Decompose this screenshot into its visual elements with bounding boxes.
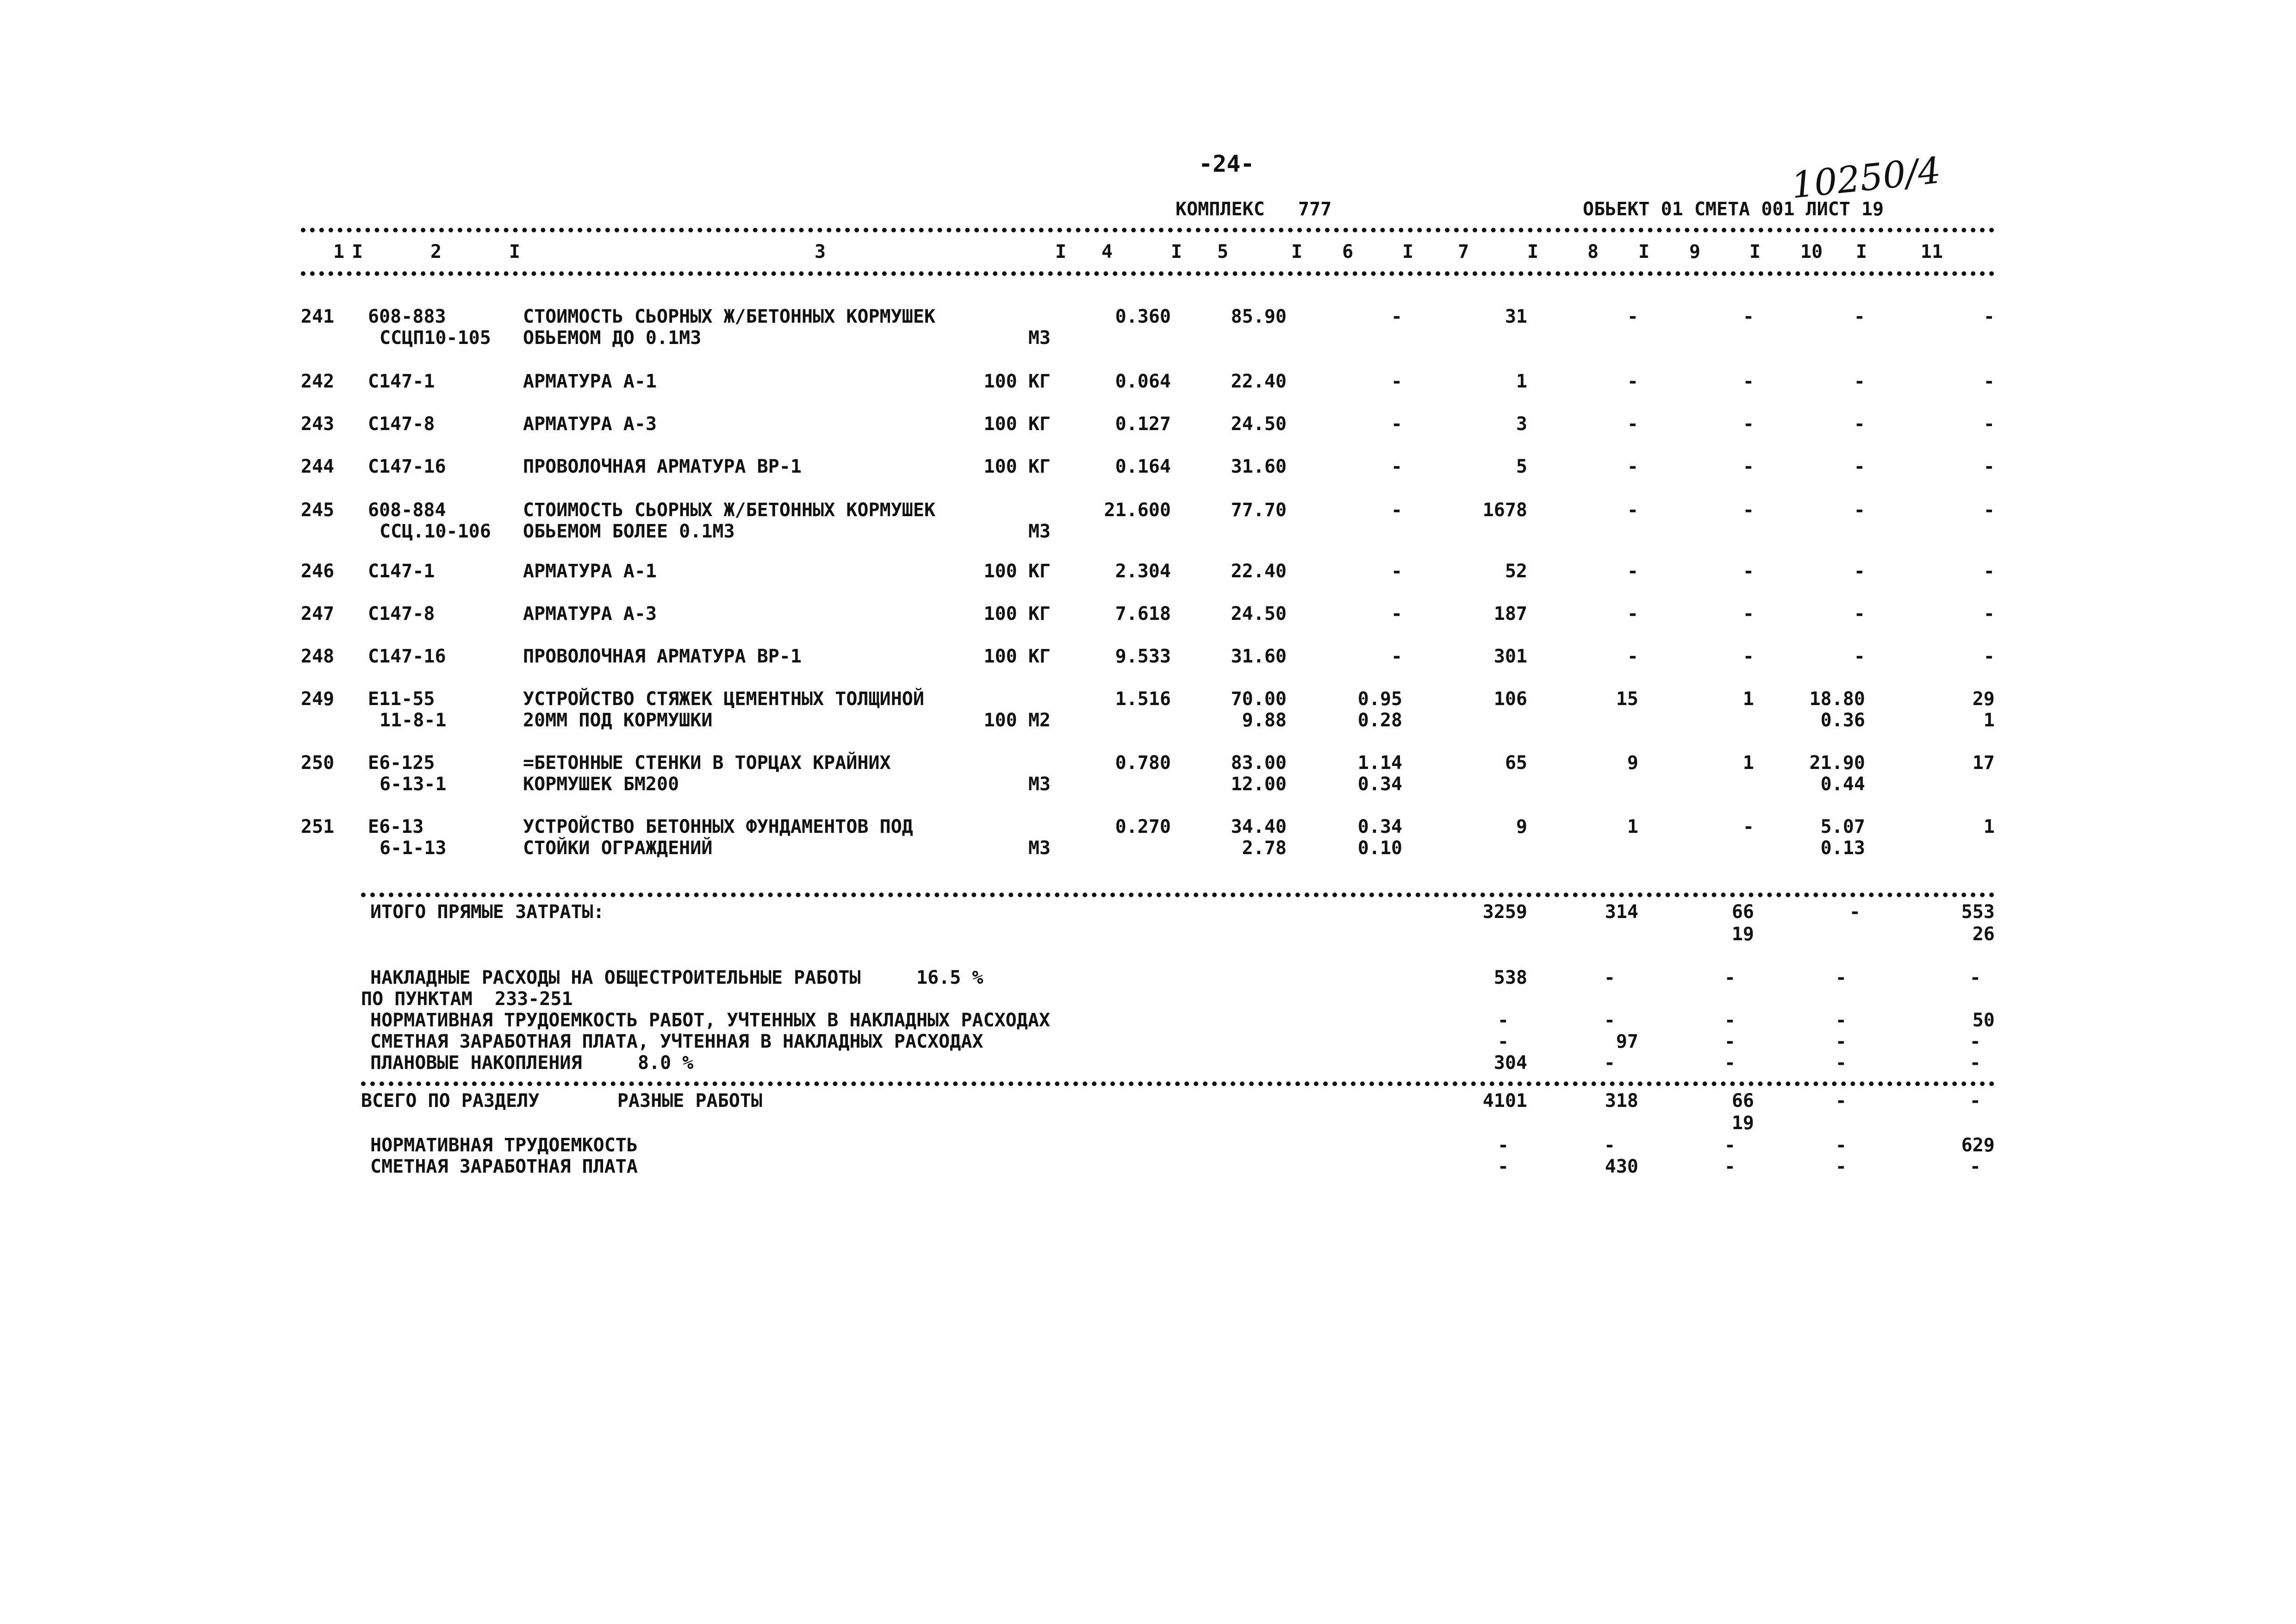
planned-label: ПЛАНОВЫЕ НАКОПЛЕНИЯ 8.0 % [370, 1052, 694, 1074]
column-header-9: 9 [1689, 241, 1701, 262]
row-col10: - [1854, 456, 1865, 477]
row-code: С147-16 [368, 646, 446, 667]
row-unit: М3 [1028, 837, 1051, 859]
section-rule [361, 1081, 1995, 1086]
row-col4: 7.618 [1115, 603, 1171, 625]
salary-c9: - [1724, 1031, 1736, 1052]
row-number: 241 [301, 306, 335, 327]
row-col7: 1 [1516, 371, 1527, 392]
section-c9: 66 [1731, 1090, 1754, 1112]
row-col11: - [1983, 561, 1995, 582]
column-separator: I [1291, 241, 1303, 262]
overhead-c10: - [1835, 967, 1847, 988]
row-name: УСТРОЙСТВО СТЯЖЕК ЦЕМЕНТНЫХ ТОЛЩИНОЙ [523, 688, 924, 710]
row-col6: - [1391, 456, 1402, 477]
row-col10: 21.90 [1809, 752, 1865, 774]
row-col9: - [1742, 456, 1754, 477]
row-col6-secondary: 0.10 [1357, 837, 1402, 859]
planned-c8: - [1604, 1052, 1615, 1074]
section-salary-label: СМЕТНАЯ ЗАРАБОТНАЯ ПЛАТА [370, 1156, 638, 1177]
row-number: 245 [301, 500, 335, 521]
row-col5: 77.70 [1231, 500, 1287, 521]
row-col11-secondary: 1 [1983, 710, 1995, 731]
row-col7: 52 [1505, 561, 1527, 582]
row-name: СТОИМОСТЬ СЬОРНЫХ Ж/БЕТОННЫХ КОРМУШЕК [523, 306, 936, 327]
direct-c7: 3259 [1482, 901, 1527, 923]
row-col5: 24.50 [1231, 603, 1287, 625]
overhead-c8: - [1604, 967, 1615, 988]
norm-labor-c8: - [1604, 1010, 1615, 1031]
by-items-label: ПО ПУНКТАМ 233-251 [361, 988, 573, 1010]
row-unit: 100 КГ [983, 413, 1051, 435]
row-col9: - [1742, 413, 1754, 435]
row-col10: - [1854, 561, 1865, 582]
row-name: ПРОВОЛОЧНАЯ АРМАТУРА ВР-1 [523, 646, 802, 667]
row-unit: М3 [1028, 774, 1051, 795]
row-col7: 65 [1505, 752, 1527, 774]
row-col9: - [1742, 371, 1754, 392]
row-col9: - [1742, 603, 1754, 625]
row-col7: 3 [1516, 413, 1527, 435]
row-code: С147-8 [368, 603, 435, 625]
section-c9b: 19 [1731, 1112, 1754, 1134]
row-col5: 83.00 [1231, 752, 1287, 774]
row-col10: - [1854, 306, 1865, 327]
row-name: СТОИМОСТЬ СЬОРНЫХ Ж/БЕТОННЫХ КОРМУШЕК [523, 500, 936, 521]
section-c11: - [1969, 1090, 1981, 1112]
row-col5-secondary: 2.78 [1242, 837, 1287, 859]
norm-labor-label: НОРМАТИВНАЯ ТРУДОЕМКОСТЬ РАБОТ, УЧТЕННЫХ В НАКЛАДНЫХ РАСХОДАХ [370, 1010, 1051, 1031]
row-code: 608-883 [368, 306, 446, 327]
row-code: С147-16 [368, 456, 446, 477]
row-code-secondary: ССЦ.10-106 [380, 521, 491, 542]
row-name-secondary: 20ММ ПОД КОРМУШКИ [523, 710, 713, 731]
direct-c9: 66 [1731, 901, 1754, 923]
row-col6: - [1391, 561, 1402, 582]
row-col9: 1 [1742, 752, 1754, 774]
row-code-secondary: 6-1-13 [380, 837, 447, 859]
row-col5-secondary: 9.88 [1242, 710, 1287, 731]
section-labor-c7: - [1497, 1135, 1509, 1156]
column-header-1: 1 [333, 241, 345, 262]
row-col11: - [1983, 413, 1995, 435]
row-code-secondary: 11-8-1 [380, 710, 447, 731]
overhead-c7: 538 [1493, 967, 1527, 988]
salary-c10: - [1835, 1031, 1847, 1052]
section-c8: 318 [1605, 1090, 1638, 1112]
page-number: -24- [1199, 150, 1255, 177]
section-c7: 4101 [1482, 1090, 1527, 1112]
row-col10: - [1854, 371, 1865, 392]
row-code: Е11-55 [368, 688, 435, 710]
direct-costs-label: ИТОГО ПРЯМЫЕ ЗАТРАТЫ: [370, 901, 604, 923]
row-number: 250 [301, 752, 335, 774]
row-col6: - [1391, 306, 1402, 327]
section-salary-c7: - [1497, 1156, 1509, 1177]
row-unit: 100 КГ [983, 603, 1051, 625]
object-label: ОБЬЕКТ 01 СМЕТА 001 ЛИСТ 19 [1583, 199, 1884, 220]
row-col7: 187 [1493, 603, 1527, 625]
row-name: ПРОВОЛОЧНАЯ АРМАТУРА ВР-1 [523, 456, 802, 477]
row-name: АРМАТУРА А-1 [523, 371, 657, 392]
direct-c11: 553 [1961, 901, 1995, 923]
row-unit: 100 КГ [983, 371, 1051, 392]
handwritten-number: 10250/4 [1789, 150, 1943, 207]
row-col5: 22.40 [1231, 561, 1287, 582]
row-col5-secondary: 12.00 [1231, 774, 1287, 795]
row-number: 249 [301, 688, 335, 710]
row-name-secondary: ОБЬЕМОМ БОЛЕЕ 0.1М3 [523, 521, 735, 542]
section-labor-c11: 629 [1961, 1135, 1995, 1156]
row-code-secondary: 6-13-1 [380, 774, 447, 795]
overhead-c9: - [1724, 967, 1736, 988]
row-col9: - [1742, 306, 1754, 327]
direct-c11b: 26 [1972, 924, 1995, 945]
row-col7: 301 [1493, 646, 1527, 667]
direct-c10: - [1849, 901, 1860, 923]
row-number: 244 [301, 456, 335, 477]
row-col11: - [1983, 646, 1995, 667]
direct-c8: 314 [1605, 901, 1638, 923]
row-unit: М3 [1028, 521, 1051, 542]
row-col6-secondary: 0.34 [1357, 774, 1402, 795]
row-col11: - [1983, 371, 1995, 392]
row-col8: - [1627, 413, 1638, 435]
salary-c11: - [1969, 1031, 1981, 1052]
row-col10: - [1854, 646, 1865, 667]
row-name: =БЕТОННЫЕ СТЕНКИ В ТОРЦАХ КРАЙНИХ [523, 752, 891, 774]
row-number: 242 [301, 371, 335, 392]
row-col9: 1 [1742, 688, 1754, 710]
row-col10: - [1854, 413, 1865, 435]
section-salary-c11: - [1969, 1156, 1981, 1177]
norm-labor-c10: - [1835, 1010, 1847, 1031]
row-col7: 31 [1505, 306, 1527, 327]
header-rule-bottom [301, 271, 1995, 276]
row-col9: - [1742, 561, 1754, 582]
column-separator: I [1171, 241, 1182, 262]
column-separator: I [1856, 241, 1867, 262]
section-salary-c8: 430 [1605, 1156, 1638, 1177]
row-code: Е6-13 [368, 816, 424, 837]
row-col8: - [1627, 306, 1638, 327]
row-col10: 18.80 [1809, 688, 1865, 710]
row-col8: - [1627, 371, 1638, 392]
section-salary-c10: - [1835, 1156, 1847, 1177]
section-c10: - [1835, 1090, 1847, 1112]
row-col4: 0.064 [1115, 371, 1171, 392]
section-total-label: ВСЕГО ПО РАЗДЕЛУ РАЗНЫЕ РАБОТЫ [361, 1090, 762, 1112]
row-col4: 0.127 [1115, 413, 1171, 435]
row-number: 251 [301, 816, 335, 837]
row-unit: 100 КГ [983, 561, 1051, 582]
row-col8: 9 [1627, 752, 1638, 774]
column-separator: I [352, 241, 363, 262]
row-col7: 1678 [1482, 500, 1527, 521]
row-col9: - [1742, 500, 1754, 521]
row-col4: 9.533 [1115, 646, 1171, 667]
row-col4: 2.304 [1115, 561, 1171, 582]
row-col9: - [1742, 816, 1754, 837]
row-col5: 31.60 [1231, 456, 1287, 477]
row-number: 243 [301, 413, 335, 435]
row-col10: 5.07 [1820, 816, 1865, 837]
row-unit: М3 [1028, 327, 1051, 349]
row-col10-secondary: 0.44 [1820, 774, 1865, 795]
row-col10: - [1854, 603, 1865, 625]
planned-c11: - [1969, 1052, 1981, 1074]
row-number: 246 [301, 561, 335, 582]
row-code: 608-884 [368, 500, 446, 521]
salary-label: СМЕТНАЯ ЗАРАБОТНАЯ ПЛАТА, УЧТЕННАЯ В НАКЛАДНЫХ РАСХОДАХ [370, 1031, 983, 1052]
row-col7: 5 [1516, 456, 1527, 477]
row-col8: 15 [1616, 688, 1638, 710]
column-header-2: 2 [430, 241, 442, 262]
direct-c9b: 19 [1731, 924, 1754, 945]
row-col11: 1 [1983, 816, 1995, 837]
row-col6: - [1391, 500, 1402, 521]
row-col5: 34.40 [1231, 816, 1287, 837]
column-header-8: 8 [1587, 241, 1599, 262]
row-col6: - [1391, 413, 1402, 435]
row-name: АРМАТУРА А-3 [523, 413, 657, 435]
column-header-7: 7 [1458, 241, 1469, 262]
row-col8: 1 [1627, 816, 1638, 837]
row-unit: 100 М2 [983, 710, 1051, 731]
row-unit: 100 КГ [983, 456, 1051, 477]
row-col4: 0.780 [1115, 752, 1171, 774]
row-name: АРМАТУРА А-1 [523, 561, 657, 582]
salary-c7: - [1497, 1031, 1509, 1052]
column-separator: I [509, 241, 521, 262]
column-separator: I [1055, 241, 1067, 262]
planned-c9: - [1724, 1052, 1736, 1074]
overhead-label: НАКЛАДНЫЕ РАСХОДЫ НА ОБЩЕСТРОИТЕЛЬНЫЕ РАБОТЫ 16.5 % [370, 967, 983, 988]
row-unit: 100 КГ [983, 646, 1051, 667]
row-col8: - [1627, 603, 1638, 625]
row-code-secondary: ССЦП10-105 [380, 327, 491, 349]
row-col6-secondary: 0.28 [1357, 710, 1402, 731]
row-col4: 0.164 [1115, 456, 1171, 477]
column-header-10: 10 [1800, 241, 1823, 262]
row-name-secondary: СТОЙКИ ОГРАЖДЕНИЙ [523, 837, 713, 859]
row-name: АРМАТУРА А-3 [523, 603, 657, 625]
row-col5: 22.40 [1231, 371, 1287, 392]
row-col6: 0.34 [1357, 816, 1402, 837]
row-col8: - [1627, 646, 1638, 667]
column-separator: I [1402, 241, 1414, 262]
row-col4: 21.600 [1104, 500, 1171, 521]
row-col8: - [1627, 456, 1638, 477]
column-header-3: 3 [815, 241, 826, 262]
row-code: Е6-125 [368, 752, 435, 774]
section-salary-c9: - [1724, 1156, 1736, 1177]
row-col6: 1.14 [1357, 752, 1402, 774]
column-header-5: 5 [1217, 241, 1229, 262]
complex-label: КОМПЛЕКС 777 [1176, 199, 1332, 220]
row-col11: - [1983, 500, 1995, 521]
column-header-11: 11 [1921, 241, 1943, 262]
totals-rule [361, 893, 1995, 897]
row-name-secondary: КОРМУШЕК БМ200 [523, 774, 679, 795]
row-col7: 106 [1493, 688, 1527, 710]
row-code: С147-8 [368, 413, 435, 435]
column-header-4: 4 [1101, 241, 1113, 262]
row-number: 248 [301, 646, 335, 667]
column-separator: I [1749, 241, 1761, 262]
row-col4: 1.516 [1115, 688, 1171, 710]
row-col9: - [1742, 646, 1754, 667]
row-col5: 70.00 [1231, 688, 1287, 710]
row-col10-secondary: 0.13 [1820, 837, 1865, 859]
row-col11: - [1983, 456, 1995, 477]
norm-labor-c11: 50 [1972, 1010, 1995, 1031]
salary-c8: 97 [1616, 1031, 1638, 1052]
row-col11: - [1983, 306, 1995, 327]
row-col10: - [1854, 500, 1865, 521]
column-header-6: 6 [1342, 241, 1354, 262]
row-col5: 24.50 [1231, 413, 1287, 435]
row-number: 247 [301, 603, 335, 625]
row-col11: 29 [1972, 688, 1995, 710]
row-col10-secondary: 0.36 [1820, 710, 1865, 731]
section-labor-c9: - [1724, 1135, 1736, 1156]
row-name-secondary: ОБЬЕМОМ ДО 0.1М3 [523, 327, 702, 349]
row-col11: - [1983, 603, 1995, 625]
row-col6: - [1391, 603, 1402, 625]
row-col8: - [1627, 561, 1638, 582]
row-col8: - [1627, 500, 1638, 521]
row-col7: 9 [1516, 816, 1527, 837]
row-col4: 0.270 [1115, 816, 1171, 837]
column-separator: I [1527, 241, 1539, 262]
norm-labor-c7: - [1497, 1010, 1509, 1031]
row-col6: - [1391, 371, 1402, 392]
overhead-c11: - [1969, 967, 1981, 988]
planned-c7: 304 [1493, 1052, 1527, 1074]
header-rule-top [301, 228, 1995, 232]
row-code: С147-1 [368, 561, 435, 582]
row-code: С147-1 [368, 371, 435, 392]
row-col6: - [1391, 646, 1402, 667]
section-labor-c10: - [1835, 1135, 1847, 1156]
section-labor-c8: - [1604, 1135, 1615, 1156]
column-separator: I [1638, 241, 1650, 262]
planned-c10: - [1835, 1052, 1847, 1074]
row-col5: 85.90 [1231, 306, 1287, 327]
row-col4: 0.360 [1115, 306, 1171, 327]
section-labor-label: НОРМАТИВНАЯ ТРУДОЕМКОСТЬ [370, 1135, 638, 1156]
row-col5: 31.60 [1231, 646, 1287, 667]
row-col6: 0.95 [1357, 688, 1402, 710]
row-name: УСТРОЙСТВО БЕТОННЫХ ФУНДАМЕНТОВ ПОД [523, 816, 913, 837]
norm-labor-c9: - [1724, 1010, 1736, 1031]
row-col11: 17 [1972, 752, 1995, 774]
